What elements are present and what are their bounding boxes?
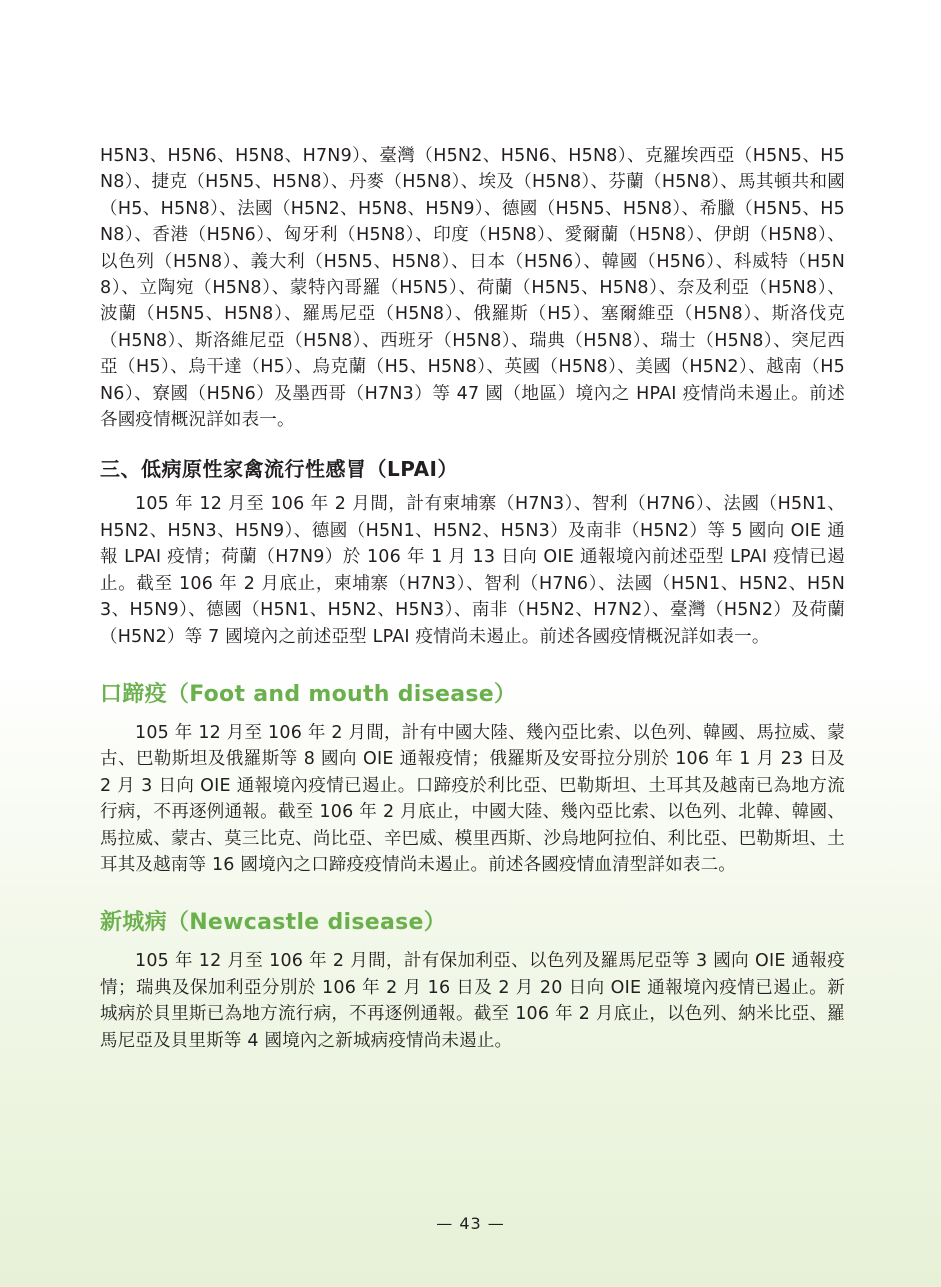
hpai-continuation-paragraph: H5N3、H5N6、H5N8、H7N9）、臺灣（H5N2、H5N6、H5N8）、克羅埃西亞（H5N5、H5N8）、捷克（H5N5、H5N8）、丹麥（H5N8）、埃及（H5N8）、芬蘭（H5N8）、馬其頓共和國（H5、H5N8）、法國（H5N2、H5N8、H5N9）、德國（H5N5、H5N8）、希臘（H5N5、H5N8）、香港（H5N6）、匈牙利（H5N8）、印度（H5N8）、愛爾蘭（H5N8）、伊朗（H5N8）、以色列（H5N8）、義大利（H5N5、H5N8）、日本（H5N6）、韓國（H5N6）、科威特（H5N8）、立陶宛（H5N8）、蒙特內哥羅（H5N5）、荷蘭（H5N5、H5N8）、奈及利亞（H5N8）、波蘭（H5N5、H5N8）、羅馬尼亞（H5N8）、俄羅斯（H5）、塞爾維亞（H5N8）、斯洛伐克（H5N8）、斯洛維尼亞（H5N8）、西班牙（H5N8）、瑞典（H5N8）、瑞士（H5N8）、突尼西亞（H5）、烏干達（H5）、烏克蘭（H5、H5N8）、英國（H5N8）、美國（H5N2）、越南（H5N6）、寮國（H5N6）及墨西哥（H7N3）等 47 國（地區）境內之 HPAI 疫情尚未遏止。前述各國疫情概況詳如表一。 bbox=[100, 146, 845, 431]
ncd-heading: 新城病（Newcastle disease） bbox=[100, 910, 447, 936]
ncd-paragraph: 105 年 12 月至 106 年 2 月間，計有保加利亞、以色列及羅馬尼亞等 3 國向 OIE 通報疫情；瑞典及保加利亞分別於 106 年 2 月 16 日及 2 月 20 日向 OIE 通報境內疫情已遏止。新城病於貝里斯已為地方流行病，不再逐例通報。截至 106 年 2 月底止，以色列、納米比亞、羅馬尼亞及貝里斯等 4 國境內之新城病疫情尚未遏止。 bbox=[100, 951, 845, 1051]
document-body bbox=[100, 143, 845, 1054]
fmd-heading: 口蹄疫（Foot and mouth disease） bbox=[100, 681, 517, 707]
page-number: — 43 — bbox=[436, 1214, 505, 1233]
fmd-paragraph: 105 年 12 月至 106 年 2 月間，計有中國大陸、幾內亞比索、以色列、韓國、馬拉威、蒙古、巴勒斯坦及俄羅斯等 8 國向 OIE 通報疫情；俄羅斯及安哥拉分別於 106 年 1 月 23 日及 2 月 3 日向 OIE 通報境內疫情已遏止。口蹄疫於利比亞、巴勒斯坦、土耳其及越南已為地方流行病，不再逐例通報。截至 106 年 2 月底止，中國大陸、幾內亞比索、以色列、北韓、韓國、馬拉威、蒙古、莫三比克、尚比亞、辛巴威、模里西斯、沙烏地阿拉伯、利比亞、巴勒斯坦、土耳其及越南等 16 國境內之口蹄疫疫情尚未遏止。前述各國疫情血清型詳如表二。 bbox=[100, 722, 845, 875]
lpai-paragraph: 105 年 12 月至 106 年 2 月間，計有柬埔寨（H7N3）、智利（H7N6）、法國（H5N1、H5N2、H5N3、H5N9）、德國（H5N1、H5N2、H5N3）及南非（H5N2）等 5 國向 OIE 通報 LPAI 疫情；荷蘭（H7N9）於 106 年 1 月 13 日向 OIE 通報境內前述亞型 LPAI 疫情已遏止。截至 106 年 2 月底止，柬埔寨（H7N3）、智利（H7N6）、法國（H5N1、H5N2、H5N3、H5N9）、德國（H5N1、H5N2、H5N3）、南非（H5N2、H7N2）、臺灣（H5N2）及荷蘭（H5N2）等 7 國境內之前述亞型 LPAI 疫情尚未遏止。前述各國疫情概況詳如表一。 bbox=[100, 494, 845, 647]
lpai-heading: 三、低病原性家禽流行性感冒（LPAI） bbox=[100, 457, 458, 482]
